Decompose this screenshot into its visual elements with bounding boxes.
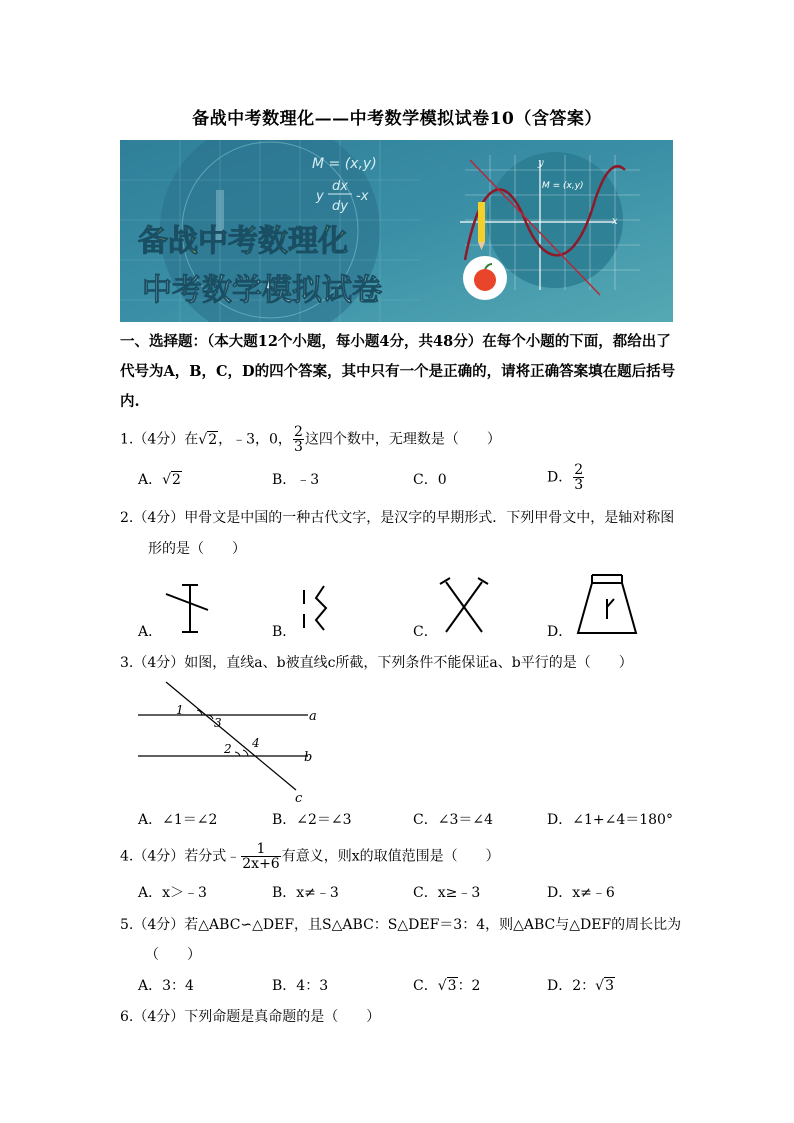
line-c-label: c <box>295 791 303 806</box>
section-heading-line2: 代号为A，B，C，D的四个答案，其中只有一个是正确的，请将正确答案填在题后括号 <box>120 363 676 380</box>
question-5-stem-line2: （ ） <box>145 947 201 963</box>
fraction: $\frac{2}{3}$ <box>293 424 303 455</box>
question-5-option-a[interactable]: A．3：4 <box>138 978 194 994</box>
question-3-option-b[interactable]: B．∠2＝∠3 <box>272 812 352 828</box>
question-1-option-d[interactable]: D． $\frac{2}{3}$ <box>547 462 584 493</box>
banner-formula-tail: -x <box>356 189 369 204</box>
angle-1-label: 1 <box>176 703 184 717</box>
banner-image <box>120 140 673 322</box>
question-5-option-b[interactable]: B．4：3 <box>272 978 329 994</box>
question-6-stem: 6.（4分）下列命题是真命题的是（ ） <box>120 1009 381 1025</box>
section-heading-line3: 内. <box>120 393 140 410</box>
question-3-option-a[interactable]: A．∠1＝∠2 <box>138 812 218 828</box>
section-heading <box>120 327 676 417</box>
question-4-stem: 4.（4分）若分式﹣ $\frac{1}{2x+6}$ 有意义，则x的取值范围是（ ） <box>120 841 500 872</box>
question-1-option-c[interactable]: C．0 <box>413 472 447 488</box>
svg-text:M = (x,y): M = (x,y) <box>542 181 584 191</box>
banner-axis-x: x <box>612 216 618 227</box>
oracle-glyph-a <box>160 580 220 635</box>
question-3-stem: 3.（4分）如图，直线a、b被直线c所截，下列条件不能保证a、b平行的是（ ） <box>120 655 633 671</box>
banner-formula-y: y <box>316 189 324 204</box>
question-2-option-d[interactable]: D． <box>547 624 573 640</box>
banner-title-line2: 中考数学模拟试卷 <box>142 273 382 308</box>
banner-formula-m: M = (x,y) <box>312 156 377 172</box>
page-title: 备战中考数理化——中考数学模拟试卷10（含答案） <box>192 109 602 129</box>
angle-2-label: 2 <box>224 742 232 756</box>
question-1-option-a[interactable]: A．√2 <box>138 472 181 488</box>
question-3-option-d[interactable]: D．∠1+∠4＝180° <box>547 812 673 828</box>
question-1-option-b[interactable]: B．﹣3 <box>272 472 320 488</box>
banner-formula-dy: dy <box>332 199 348 214</box>
banner-title-line1: 备战中考数理化 <box>138 224 348 259</box>
question-4-option-c[interactable]: C．x≥﹣3 <box>413 885 481 901</box>
question-4-option-d[interactable]: D．x≠﹣6 <box>547 885 615 901</box>
parallel-lines-figure <box>132 678 332 806</box>
question-1-stem: 1.（4分）在√2，﹣3，0， $\frac{2}{3}$ 这四个数中，无理数是（ ） <box>120 424 501 455</box>
banner-axis-y: y <box>538 158 544 169</box>
fraction: $\frac{1}{2x+6}$ <box>242 841 280 872</box>
question-4-option-b[interactable]: B．x≠﹣3 <box>272 885 339 901</box>
question-5-stem-line1: 5.（4分）若△ABC∽△DEF，且S△ABC：S△DEF＝3：4，则△ABC与△DEF的周长比为 <box>120 917 682 933</box>
question-4-option-a[interactable]: A．x＞﹣3 <box>138 885 207 901</box>
line-a-label: a <box>309 709 317 724</box>
question-2-stem-line2: 形的是（ ） <box>148 541 246 557</box>
question-2-stem-line1: 2.（4分）甲骨文是中国的一种古代文字，是汉字的早期形式．下列甲骨文中，是轴对称图 <box>120 510 675 526</box>
question-5-option-c[interactable]: C．√3：2 <box>413 978 481 994</box>
question-2-option-c[interactable]: C． <box>413 624 438 640</box>
angle-4-label: 4 <box>252 736 260 750</box>
question-2-option-b[interactable]: B． <box>272 624 297 640</box>
oracle-glyph-d <box>574 573 640 639</box>
question-2-option-a[interactable]: A． <box>138 624 163 640</box>
section-heading-line1: 一、选择题：（本大题12个小题，每小题4分，共48分）在每个小题的下面，都给出了 <box>120 333 671 350</box>
sqrt-symbol: √2 <box>198 431 218 448</box>
question-3-option-c[interactable]: C．∠3＝∠4 <box>413 812 493 828</box>
angle-3-label: 3 <box>214 716 222 730</box>
oracle-glyph-b <box>296 582 341 637</box>
line-b-label: b <box>304 750 313 765</box>
question-5-option-d[interactable]: D．2：√3 <box>547 978 614 994</box>
oracle-glyph-c <box>438 576 493 636</box>
banner-formula-dx: dx <box>332 179 348 194</box>
